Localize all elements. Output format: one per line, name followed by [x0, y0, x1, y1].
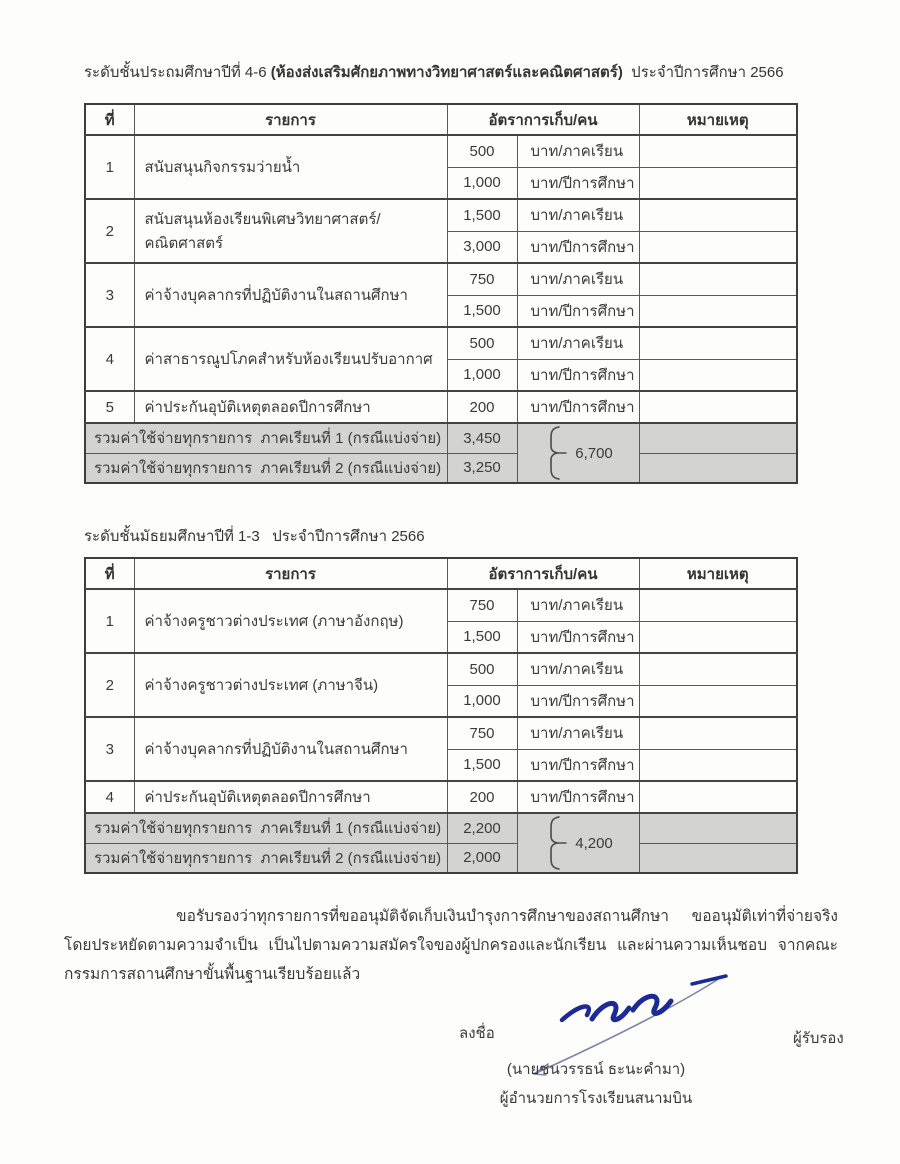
cell-rate-unit: บาท/ภาคเรียน: [517, 717, 639, 749]
section1-title-suffix: ประจำปีการศึกษา 2566: [622, 64, 784, 81]
col-header-item: รายการ: [134, 104, 447, 135]
cell-no: 5: [85, 391, 134, 423]
cell-rate-value: 1,000: [447, 685, 517, 717]
cell-rate-value: 1,500: [447, 295, 517, 327]
cell-item: ค่าประกันอุบัติเหตุตลอดปีการศึกษา: [134, 391, 447, 423]
cell-rate-unit: บาท/ภาคเรียน: [517, 263, 639, 295]
summary-label: รวมค่าใช้จ่ายทุกรายการ ภาคเรียนที่ 1 (กรณีแบ่งจ่าย): [85, 813, 447, 843]
cell-rate-value: 1,000: [447, 167, 517, 199]
cell-rate-value: 500: [447, 135, 517, 167]
cell-rate-unit: บาท/ปีการศึกษา: [517, 359, 639, 391]
table-row: [85, 589, 797, 621]
cell-rate-value: 1,000: [447, 359, 517, 391]
col-header-remark: หมายเหตุ: [639, 558, 797, 589]
cell-remark: [639, 813, 797, 843]
cell-rate-unit: บาท/ภาคเรียน: [517, 653, 639, 685]
cell-no: 2: [85, 199, 134, 263]
table-row: [85, 653, 797, 685]
summary-value: 3,250: [447, 453, 517, 483]
section1-title-bold: (ห้องส่งเสริมศักยภาพทางวิทยาศาสตร์และคณิตศาสตร์): [270, 64, 623, 81]
table-row: [85, 263, 797, 295]
cell-rate-unit: บาท/ภาคเรียน: [517, 327, 639, 359]
cell-item: ค่าจ้างครูชาวต่างประเทศ (ภาษาอังกฤษ): [134, 589, 447, 653]
cell-rate-unit: บาท/ปีการศึกษา: [517, 749, 639, 781]
cell-item: สนับสนุนกิจกรรมว่ายน้ำ: [134, 135, 447, 199]
cell-remark: [639, 199, 797, 231]
col-header-item: รายการ: [134, 558, 447, 589]
summary-value: 3,450: [447, 423, 517, 453]
cell-item: ค่าประกันอุบัติเหตุตลอดปีการศึกษา: [134, 781, 447, 813]
section1-title: [84, 60, 874, 84]
cell-no: 2: [85, 653, 134, 717]
cell-rate-unit: บาท/ปีการศึกษา: [517, 295, 639, 327]
cell-rate-value: 1,500: [447, 199, 517, 231]
col-header-no: ที่: [85, 558, 134, 589]
brace-icon: [543, 425, 567, 481]
cell-remark: [639, 295, 797, 327]
cell-rate-value: 500: [447, 327, 517, 359]
summary-value: 2,200: [447, 813, 517, 843]
table-row: [85, 327, 797, 359]
cell-remark: [639, 653, 797, 685]
cell-no: 3: [85, 717, 134, 781]
cell-rate-unit: บาท/ภาคเรียน: [517, 135, 639, 167]
cell-item: ค่าจ้างบุคลากรที่ปฏิบัติงานในสถานศึกษา: [134, 263, 447, 327]
total-amount: 6,700: [575, 444, 613, 462]
signer-name: (นายชนวรรธน์ ธะนะคำมา): [506, 1061, 686, 1078]
cell-rate-unit: บาท/ปีการศึกษา: [517, 391, 639, 423]
cell-remark: [639, 167, 797, 199]
cell-remark: [639, 263, 797, 295]
cell-remark: [639, 135, 797, 167]
summary-row: [85, 423, 797, 453]
cell-remark: [639, 781, 797, 813]
cell-rate-value: 750: [447, 717, 517, 749]
summary-row: [85, 843, 797, 873]
cell-rate-value: 200: [447, 391, 517, 423]
cell-rate-unit: บาท/ปีการศึกษา: [517, 231, 639, 263]
cell-rate-unit: บาท/ปีการศึกษา: [517, 621, 639, 653]
cell-remark: [639, 231, 797, 263]
fee-table-primary-4-6: [84, 103, 798, 484]
cell-rate-value: 750: [447, 589, 517, 621]
total-amount: 4,200: [575, 834, 613, 852]
table-row: [85, 717, 797, 749]
cell-no: 4: [85, 781, 134, 813]
cell-item: ค่าจ้างครูชาวต่างประเทศ (ภาษาจีน): [134, 653, 447, 717]
cell-remark: [639, 749, 797, 781]
cell-remark: [639, 717, 797, 749]
cell-rate-value: 1,500: [447, 749, 517, 781]
cell-item: ค่าจ้างบุคลากรที่ปฏิบัติงานในสถานศึกษา: [134, 717, 447, 781]
cell-rate-value: 3,000: [447, 231, 517, 263]
cell-rate-value: 750: [447, 263, 517, 295]
table-row: [85, 781, 797, 813]
col-header-rate: อัตราการเก็บ/คน: [447, 558, 639, 589]
table-row: [85, 199, 797, 231]
cell-remark: [639, 843, 797, 873]
section2-title: ระดับชั้นมัธยมศึกษาปีที่ 1-3 ประจำปีการศึกษา 2566: [84, 528, 425, 545]
cell-remark: [639, 589, 797, 621]
cell-item: ค่าสาธารณูปโภคสำหรับห้องเรียนปรับอากาศ: [134, 327, 447, 391]
cell-remark: [639, 621, 797, 653]
cell-item: สนับสนุนห้องเรียนพิเศษวิทยาศาสตร์/คณิตศาสตร์: [134, 199, 447, 263]
cell-rate-value: 200: [447, 781, 517, 813]
cell-remark: [639, 423, 797, 453]
grand-total-cell: [517, 813, 639, 873]
header-row: [85, 104, 797, 135]
fee-table-secondary-1-3: [84, 557, 798, 874]
summary-label: รวมค่าใช้จ่ายทุกรายการ ภาคเรียนที่ 1 (กรณีแบ่งจ่าย): [85, 423, 447, 453]
col-header-remark: หมายเหตุ: [639, 104, 797, 135]
table-row: [85, 135, 797, 167]
cell-remark: [639, 685, 797, 717]
cell-rate-unit: บาท/ภาคเรียน: [517, 199, 639, 231]
cell-no: 1: [85, 135, 134, 199]
col-header-no: ที่: [85, 104, 134, 135]
signer-title: ผู้อำนวยการโรงเรียนสนามบิน: [499, 1090, 693, 1107]
cell-rate-value: 500: [447, 653, 517, 685]
cell-remark: [639, 391, 797, 423]
summary-row: [85, 813, 797, 843]
grand-total-cell: [517, 423, 639, 483]
cell-remark: [639, 453, 797, 483]
brace-icon: [543, 815, 567, 871]
cell-no: 4: [85, 327, 134, 391]
cell-remark: [639, 359, 797, 391]
cell-rate-unit: บาท/ภาคเรียน: [517, 589, 639, 621]
sign-here-label: ลงชื่อ: [459, 1025, 495, 1042]
certifier-label: ผู้รับรอง: [793, 1030, 844, 1047]
certification-paragraph: ขอรับรองว่าทุกรายการที่ขออนุมัติจัดเก็บเงินบำรุงการศึกษาของสถานศึกษา ขออนุมัติเท่าที่จ่ายจริง โดยประหยัดตามความจำเป็น เป็นไปตามความสมัครใจของผู้ปกครองและนักเรียน และผ่านความเห็นชอบ จากคณะกรรมการสถานศึกษาขั้นพื้นฐานเรียบร้อยแล้ว: [64, 908, 843, 983]
header-row: [85, 558, 797, 589]
cell-rate-unit: บาท/ปีการศึกษา: [517, 781, 639, 813]
cell-rate-value: 1,500: [447, 621, 517, 653]
cell-rate-unit: บาท/ปีการศึกษา: [517, 167, 639, 199]
section1-title-prefix: ระดับชั้นประถมศึกษาปีที่ 4-6: [84, 64, 271, 81]
summary-label: รวมค่าใช้จ่ายทุกรายการ ภาคเรียนที่ 2 (กรณีแบ่งจ่าย): [85, 843, 447, 873]
table-row: [85, 391, 797, 423]
cell-no: 3: [85, 263, 134, 327]
col-header-rate: อัตราการเก็บ/คน: [447, 104, 639, 135]
summary-value: 2,000: [447, 843, 517, 873]
cell-rate-unit: บาท/ปีการศึกษา: [517, 685, 639, 717]
cell-remark: [639, 327, 797, 359]
summary-label: รวมค่าใช้จ่ายทุกรายการ ภาคเรียนที่ 2 (กรณีแบ่งจ่าย): [85, 453, 447, 483]
summary-row: [85, 453, 797, 483]
cell-no: 1: [85, 589, 134, 653]
